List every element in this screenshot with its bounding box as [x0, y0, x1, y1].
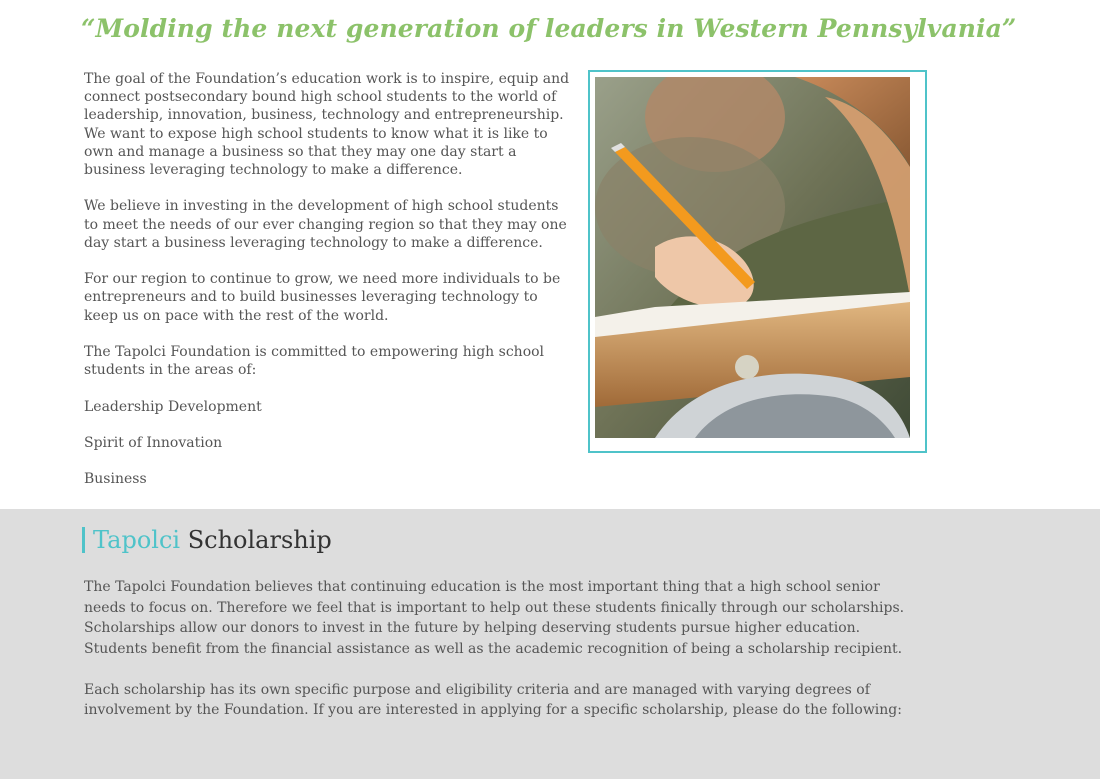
education-intro [84, 70, 574, 506]
intro-paragraph: We believe in investing in the development of high school students to meet the needs of our ever changing region so that they may one day start a business leveraging technology to make a difference. [84, 198, 567, 251]
student-writing-photo [595, 77, 910, 438]
intro-paragraph: The goal of the Foundation’s education work is to inspire, equip and connect postsecondary bound high school students to the world of leadership, innovation, business, technology and entrepreneurship. We want to expose high school students to know what it is like to own and manage a business so that they may one day start a business leveraging technology to make a difference. [84, 71, 570, 179]
scholarship-heading [82, 527, 332, 553]
scholarship-body [84, 577, 914, 741]
scholarship-paragraph: Each scholarship has its own specific purpose and eligibility criteria and are managed with varying degrees of involvement by the Foundation. If you are interested in applying for a specific scholarship, please do the following: [84, 681, 902, 718]
intro-paragraph: The Tapolci Foundation is committed to empowering high school students in the areas of: [84, 344, 545, 379]
tagline-quote: “Molding the next generation of leaders in Western Pennsylvania” [81, 14, 1017, 43]
scholarship-paragraph: The Tapolci Foundation believes that continuing education is the most important thing that a high school senior needs to focus on. Therefore we feel that is important to help out these students finically through our scholarships. Scholarships allow our donors to invest in the future by helping deserving students pursue higher education. Students benefit from the financial assistance as well as the academic recognition of being a scholarship recipient. [84, 579, 905, 657]
focus-area-business: Business [84, 471, 147, 487]
heading-rest: Scholarship [180, 526, 332, 554]
intro-paragraph: For our region to continue to grow, we need more individuals to be entrepreneurs and to build businesses leveraging technology to keep us on pace with the rest of the world. [84, 271, 561, 324]
focus-area-leadership: Leadership Development [84, 398, 262, 415]
scholarship-section [0, 509, 1100, 779]
heading-accent: Tapolci [93, 526, 181, 554]
focus-area-innovation: Spirit of Innovation [84, 434, 223, 451]
student-photo-frame [588, 70, 927, 453]
